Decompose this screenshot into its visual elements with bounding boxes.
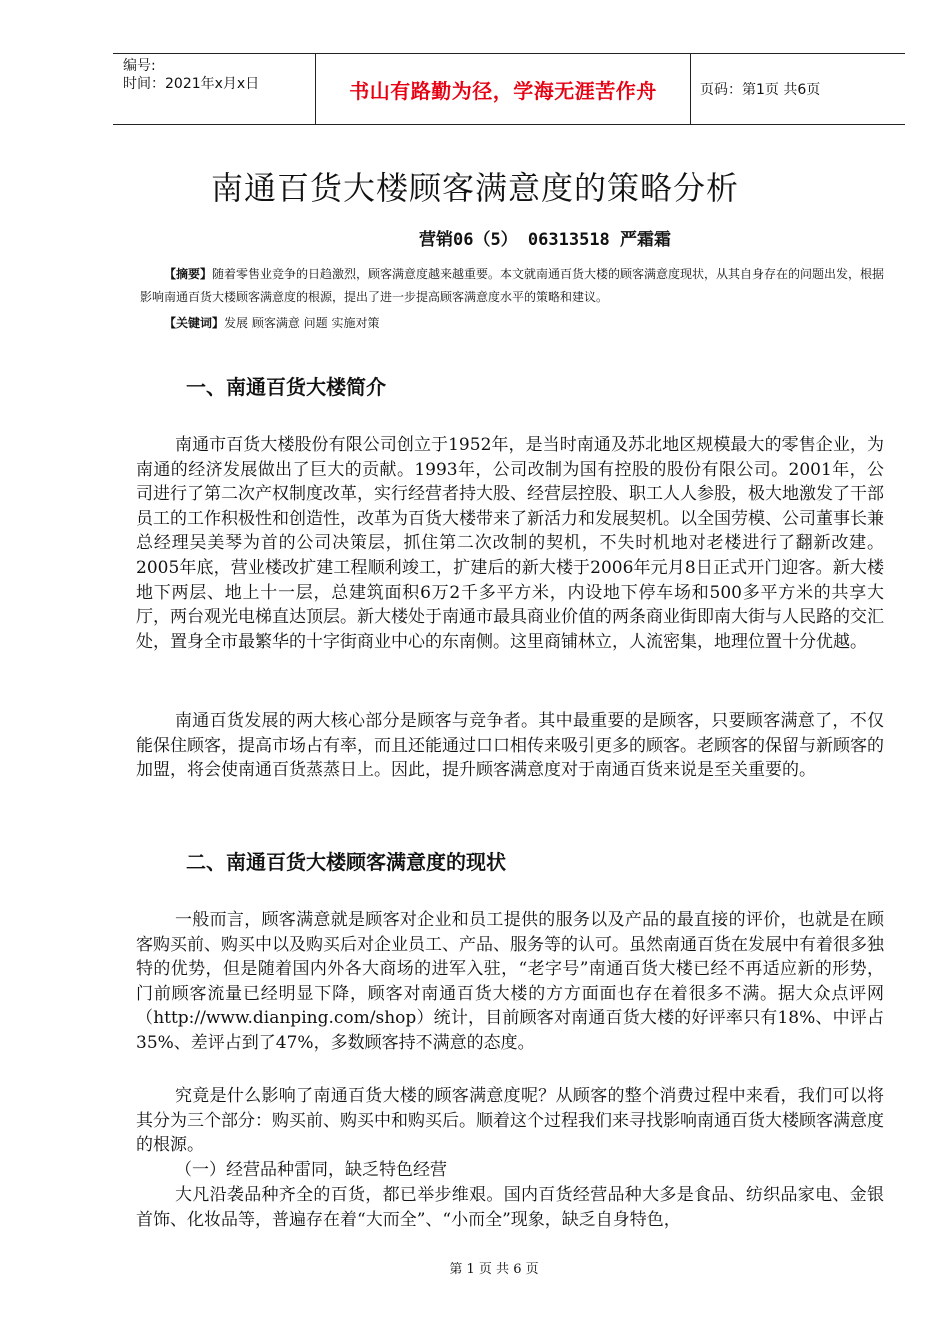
keywords-tag: 【关键词】 — [164, 316, 225, 330]
section-heading: 二、南通百货大楼顾客满意度的现状 — [186, 850, 506, 874]
abstract — [140, 263, 885, 309]
body-paragraph: 一般而言，顾客满意就是顾客对企业和员工提供的服务以及产品的最直接的评价，也就是在顾客购买前、购买中以及购买后对企业员工、产品、服务等的认可。虽然南通百货在发展中有着很多独特的优势，但是随着国内外各大商场的进军入驻，“老字号”南通百货大楼已经不再适应新的形势，门前顾客流量已经明显下降，顾客对南通百货大楼的方方面面也存在着很多不满。据大众点评网（http://www.dianping.com/shop）统计，目前顾客对南通百货大楼的好评率只有18%、中评占35%、差评占到了47%，多数顾客持不满意的态度。 — [136, 910, 884, 1053]
section-heading: 一、南通百货大楼简介 — [186, 375, 386, 399]
author-line: 营销06（5） 06313518 严霜霜 — [418, 230, 672, 250]
body-paragraph: 究竟是什么影响了南通百货大楼的顾客满意度呢？从顾客的整个消费过程中来看，我们可以将其分为三个部分：购买前、购买中和购买后。顺着这个过程我们来寻找影响南通百货大楼顾客满意度的根源。 — [136, 1086, 884, 1156]
document-title: 南通百货大楼顾客满意度的策略分析 — [210, 169, 739, 207]
body-paragraph: 大凡沿袭品种齐全的百货，都已举步维艰。国内百货经营品种大多是食品、纺织品家电、金银首饰、化妆品等，普遍存在着“大而全”、“小而全”现象，缺乏自身特色， — [136, 1185, 884, 1230]
abstract-tag: 【摘要】 — [164, 267, 213, 281]
page-header — [113, 53, 905, 125]
page-footer: 第 1 页 共 6 页 — [449, 1262, 539, 1277]
header-page-info: 页码：第1页 共6页 — [700, 82, 821, 98]
document-number-label: 编号: — [123, 58, 156, 74]
subsection-heading: （一）经营品种雷同，缺乏特色经营 — [175, 1160, 447, 1180]
document-time-label: 时间：2021年x月x日 — [123, 76, 260, 92]
keywords — [164, 312, 379, 335]
abstract-text: 随着零售业竞争的日趋激烈，顾客满意度越来越重要。本文就南通百货大楼的顾客满意度现状，从其自身存在的问题出发，根据影响南通百货大楼顾客满意度的根源，提出了进一步提高顾客满意度水平的策略和建议。 — [140, 267, 885, 304]
body-paragraph: 南通市百货大楼股份有限公司创立于1952年，是当时南通及苏北地区规模最大的零售企业，为南通的经济发展做出了巨大的贡献。1993年，公司改制为国有控股的股份有限公司。2001年，公司进行了第二次产权制度改革，实行经营者持大股、经营层控股、职工人人参股，极大地激发了干部员工的工作积极性和创造性，改革为百货大楼带来了新活力和发展契机。以全国劳模、公司董事长兼总经理吴美琴为首的公司决策层，抓住第二次改制的契机，不失时机地对老楼进行了翻新改建。2005年底，营业楼改扩建工程顺利竣工，扩建后的新大楼于2006年元月8日正式开门迎客。新大楼地下两层、地上十一层，总建筑面积6万2千多平方米，内设地下停车场和500多平方米的共享大厅，两台观光电梯直达顶层。新大楼处于南通市最具商业价值的两条商业街即南大街与人民路的交汇处，置身全市最繁华的十字街商业中心的东南侧。这里商铺林立，人流密集，地理位置十分优越。 — [136, 435, 884, 652]
body-paragraph: 南通百货发展的两大核心部分是顾客与竞争者。其中最重要的是顾客，只要顾客满意了，不仅能保住顾客，提高市场占有率，而且还能通过口口相传来吸引更多的顾客。老顾客的保留与新顾客的加盟，将会使南通百货蒸蒸日上。因此，提升顾客满意度对于南通百货来说是至关重要的。 — [136, 711, 884, 781]
header-meta — [113, 54, 315, 124]
keywords-text: 发展 顾客满意 问题 实施对策 — [224, 316, 380, 330]
header-motto: 书山有路勤为径，学海无涯苦作舟 — [315, 54, 691, 124]
